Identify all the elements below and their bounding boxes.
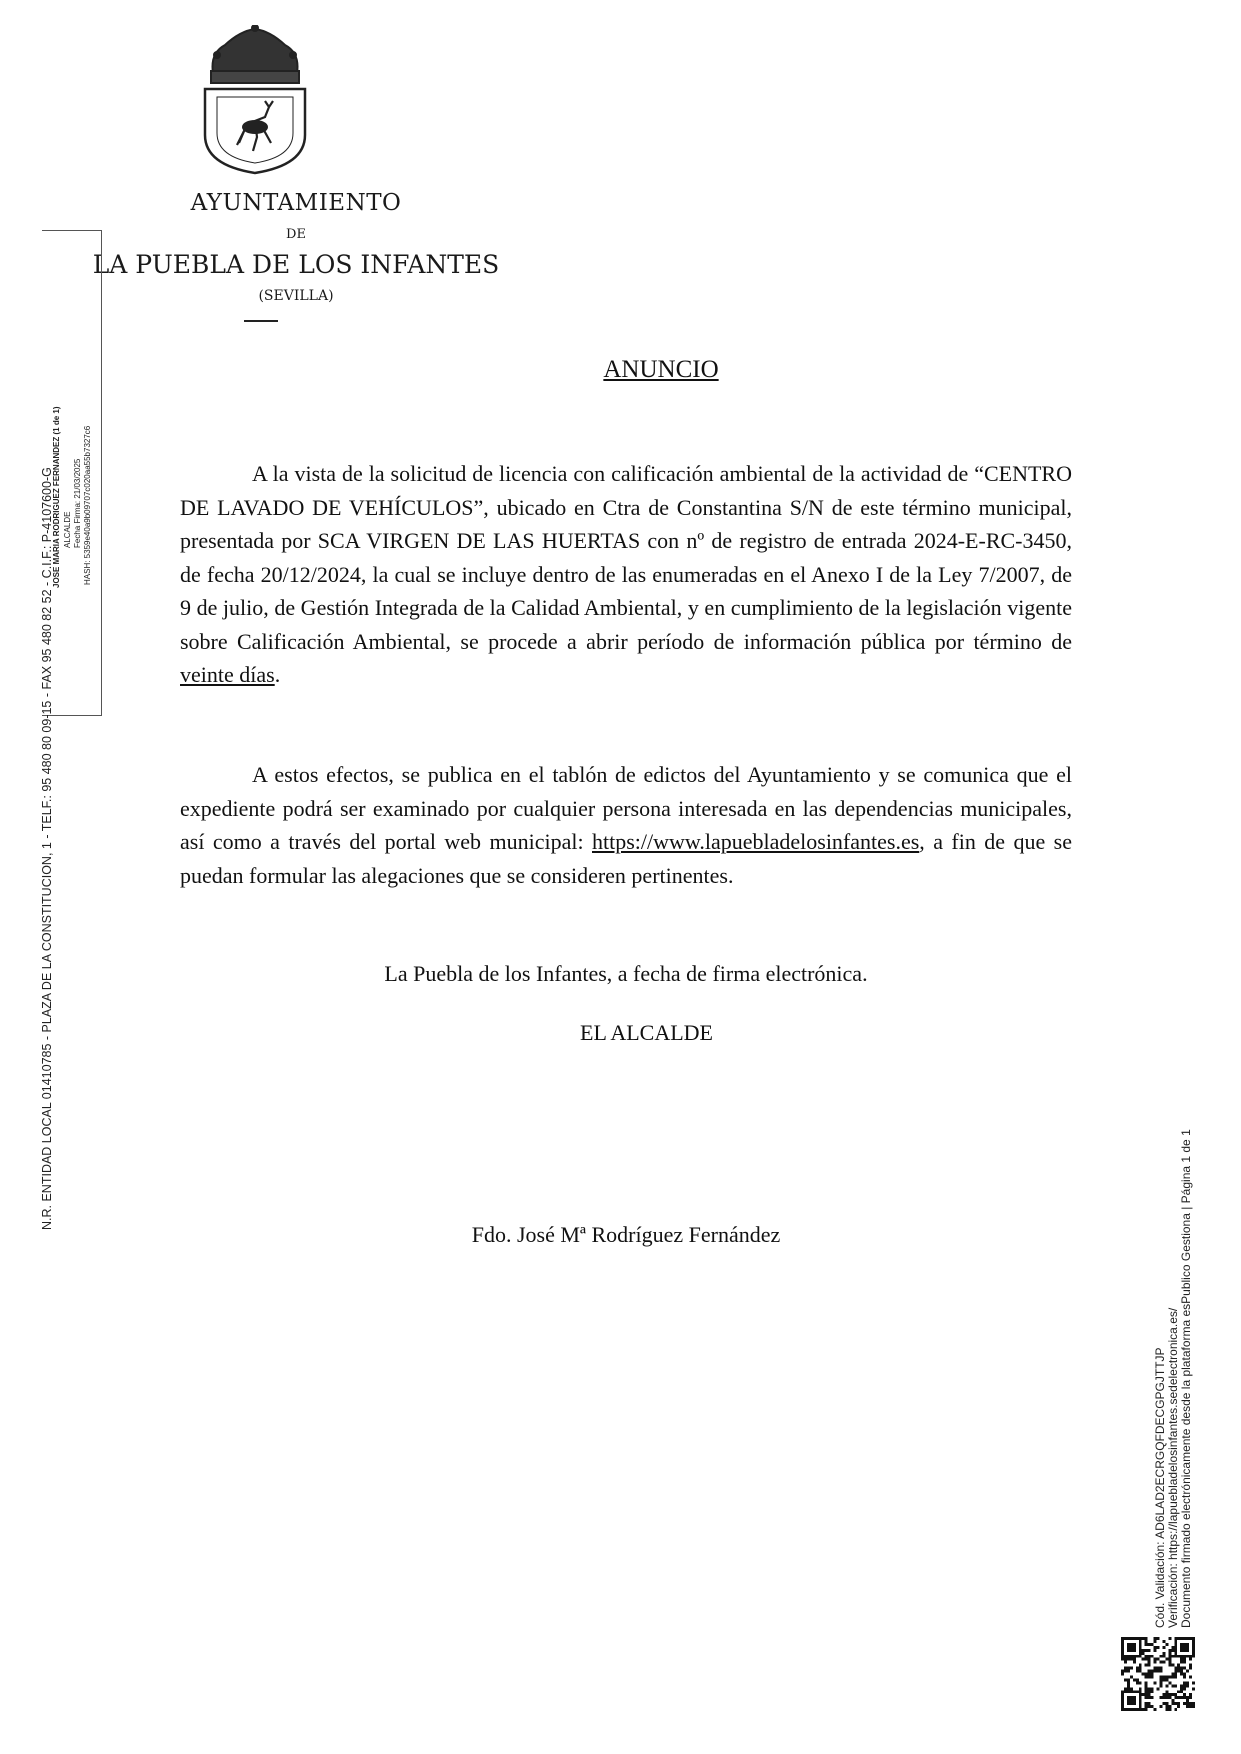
validation-code: Cód. Validación: AD6LAD2ECRGQFDECGPGJTTJP (1153, 1347, 1167, 1628)
paragraph-2-text: A estos efectos, se publica en el tablón de edictos del Ayuntamiento y se comunica que el expediente podrá ser examinado por cualquier persona interesada en las dependencias municipales, así como a través del portal web municipal: (180, 762, 1072, 854)
platform-note: Documento firmado electrónicamente desde la plataforma esPublico Gestiona | Página 1 de 1 (1179, 1129, 1193, 1628)
document-title: ANUNCIO (603, 356, 719, 383)
stamp-date: Fecha Firma: 21/03/2025 (73, 458, 82, 548)
paragraph-1-end: . (274, 662, 281, 687)
paragraph-2-end: , a fin de que se puedan formular las alegaciones que se consideren pertinentes. (180, 829, 1073, 888)
stamp-signer: JOSE MARIA RODRIGUEZ FERNANDEZ (1 de 1) (52, 406, 61, 588)
place-date: La Puebla de los Infantes, a fecha de firma electrónica. (384, 961, 868, 986)
paragraph-announcement (180, 457, 1072, 692)
stamp-hash: HASH: 5359e40a9b09707c020aa55b7327c6 (83, 425, 92, 585)
left-margin-info: N.R. ENTIDAD LOCAL 01410785 - PLAZA DE LA CONSTITUCION, 1 - TELF.: 95 480 80 09-15 - FAX 95 480 82 52 - C.I.F.: P-4107600-G (40, 467, 54, 1230)
paragraph-1-text: A la vista de la solicitud de licencia con calificación ambiental de la actividad de “CENTRO DE LAVADO DE VEHÍCULOS”, ubicado en Ctra de Constantina S/N de este término municipal, presentada por SCA VIRGEN DE LAS HUERTAS con nº de registro de entrada 2024-E-RC-3450, de fecha 20/12/2024, la cual se incluye dentro de las enumeradas en el Anexo I de la Ley 7/2007, de 9 de julio, de Gestión Integrada de la Calidad Ambiental, y en cumplimiento de la legislación vigente sobre Calificación Ambiental, se procede a abrir período de información pública por término de (180, 461, 1072, 654)
website-link[interactable]: https://www.lapuebladelosinfantes.es (592, 829, 920, 854)
header-divider (244, 320, 278, 322)
signer-title: EL ALCALDE (580, 1020, 713, 1045)
paragraph-publication (180, 758, 1072, 892)
header-province: (SEVILLA) (258, 288, 334, 304)
stamp-role: ALCALDE (63, 511, 72, 548)
header-de: DE (286, 227, 306, 242)
term-underlined: veinte días (180, 662, 275, 687)
header-municipality: LA PUEBLA DE LOS INFANTES (92, 250, 500, 279)
signature-line: Fdo. José Mª Rodríguez Fernández (471, 1222, 781, 1247)
verification-url[interactable]: Verificación: https://lapuebladelosinfantes.sedelectronica.es/ (1166, 1307, 1180, 1628)
header-ayuntamiento: AYUNTAMIENTO (190, 190, 402, 216)
qr-code-icon[interactable] (1121, 1637, 1195, 1711)
coat-of-arms-icon (195, 25, 315, 175)
